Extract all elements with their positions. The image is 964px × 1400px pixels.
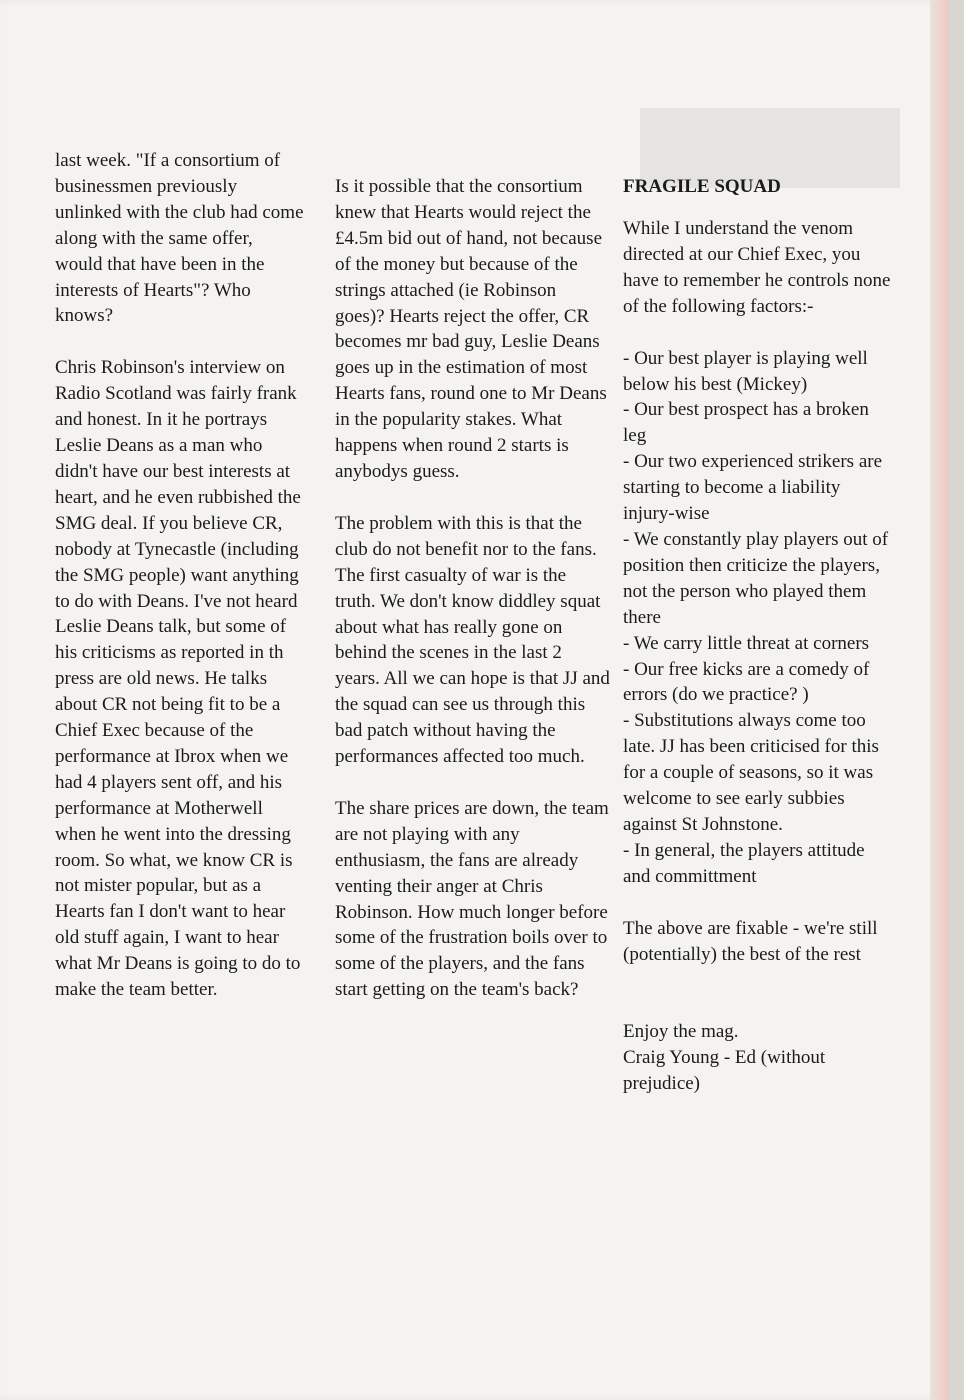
list-item: - Our best prospect has a broken leg bbox=[623, 399, 869, 447]
col1-paragraph-2: Chris Robinson's interview on Radio Scotland was fairly frank and honest. In it he portrays Leslie Deans as a man who didn't have our best interests at heart, and he even rubbished the SMG deal. If you believe CR, nobody at Tynecastle (including the SMG people) want anything to do with Deans. I've not heard Leslie Deans talk, but some of his criticisms as reported in th press are old news. He talks about CR not being fit to be a Chief Exec because of the performance at Ibrox when we had 4 players sent off, and his performance at Motherwell when he went into the dressing room. So what, we know CR is not mister popular, but as a Hearts fan I don't want to hear old stuff again, I want to hear what Mr Deans is going to do to make the team better. bbox=[55, 357, 301, 1001]
signoff bbox=[623, 1019, 893, 1097]
list-item: - Our best player is playing well below his best (Mickey) bbox=[623, 347, 868, 395]
column-1 bbox=[55, 148, 305, 1029]
col2-paragraph-2: The problem with this is that the club do not benefit nor to the fans. The first casualty of war is the truth. We don't know diddley squat about what has really gone on behind the scenes in the last 2 years. All we can hope is that JJ and the squad can see us through this bad patch without having the performances affected too much. bbox=[335, 512, 610, 768]
col2-paragraph-1: Is it possible that the consortium knew that Hearts would reject the £4.5m bid out of hand, not because of the money but because of the strings attached (ie Robinson goes)? Hearts reject the offer, CR becomes mr bad guy, Leslie Deans goes up in the estimation of most Hearts fans, round one to Mr Deans in the popularity stakes. What happens when round 2 starts is anybodys guess. bbox=[335, 176, 607, 482]
signoff-line-1: Enjoy the mag. bbox=[623, 1021, 739, 1043]
list-item: - We carry little threat at corners bbox=[623, 632, 870, 654]
list-item: - Substitutions always come too late. JJ has been criticised for this for a couple of seasons, so it was welcome to see early subbies against St Johnstone. bbox=[623, 710, 879, 835]
signoff-line-2: Craig Young - Ed (without prejudice) bbox=[623, 1047, 826, 1095]
section-heading: FRAGILE SQUAD bbox=[623, 176, 781, 197]
col3-closing: The above are fixable - we're still (potentially) the best of the rest bbox=[623, 917, 878, 965]
list-item: - Our free kicks are a comedy of errors (do we practice? ) bbox=[623, 658, 870, 706]
col3-intro: While I understand the venom directed at our Chief Exec, you have to remember he controls none of the following factors:- bbox=[623, 218, 891, 317]
list-item: - In general, the players attitude and committment bbox=[623, 839, 865, 887]
column-2 bbox=[335, 174, 610, 1029]
col1-paragraph-1: last week. "If a consortium of businessmen previously unlinked with the club had come along with the same offer, would that have been in the interests of Hearts"? Who knows? bbox=[55, 150, 304, 327]
page-edge bbox=[930, 0, 948, 1400]
list-item: - Our two experienced strikers are starting to become a liability injury-wise bbox=[623, 451, 883, 525]
list-item: - We constantly play players out of position then criticize the players, not the person who played them there bbox=[623, 528, 889, 628]
col2-paragraph-3: The share prices are down, the team are not playing with any enthusiasm, the fans are already venting their anger at Chris Robinson. How much longer before some of the frustration boils over to some of the players, and the fans start getting on the team's back? bbox=[335, 797, 609, 1001]
column-3 bbox=[623, 174, 893, 1097]
factor-list bbox=[623, 346, 893, 890]
